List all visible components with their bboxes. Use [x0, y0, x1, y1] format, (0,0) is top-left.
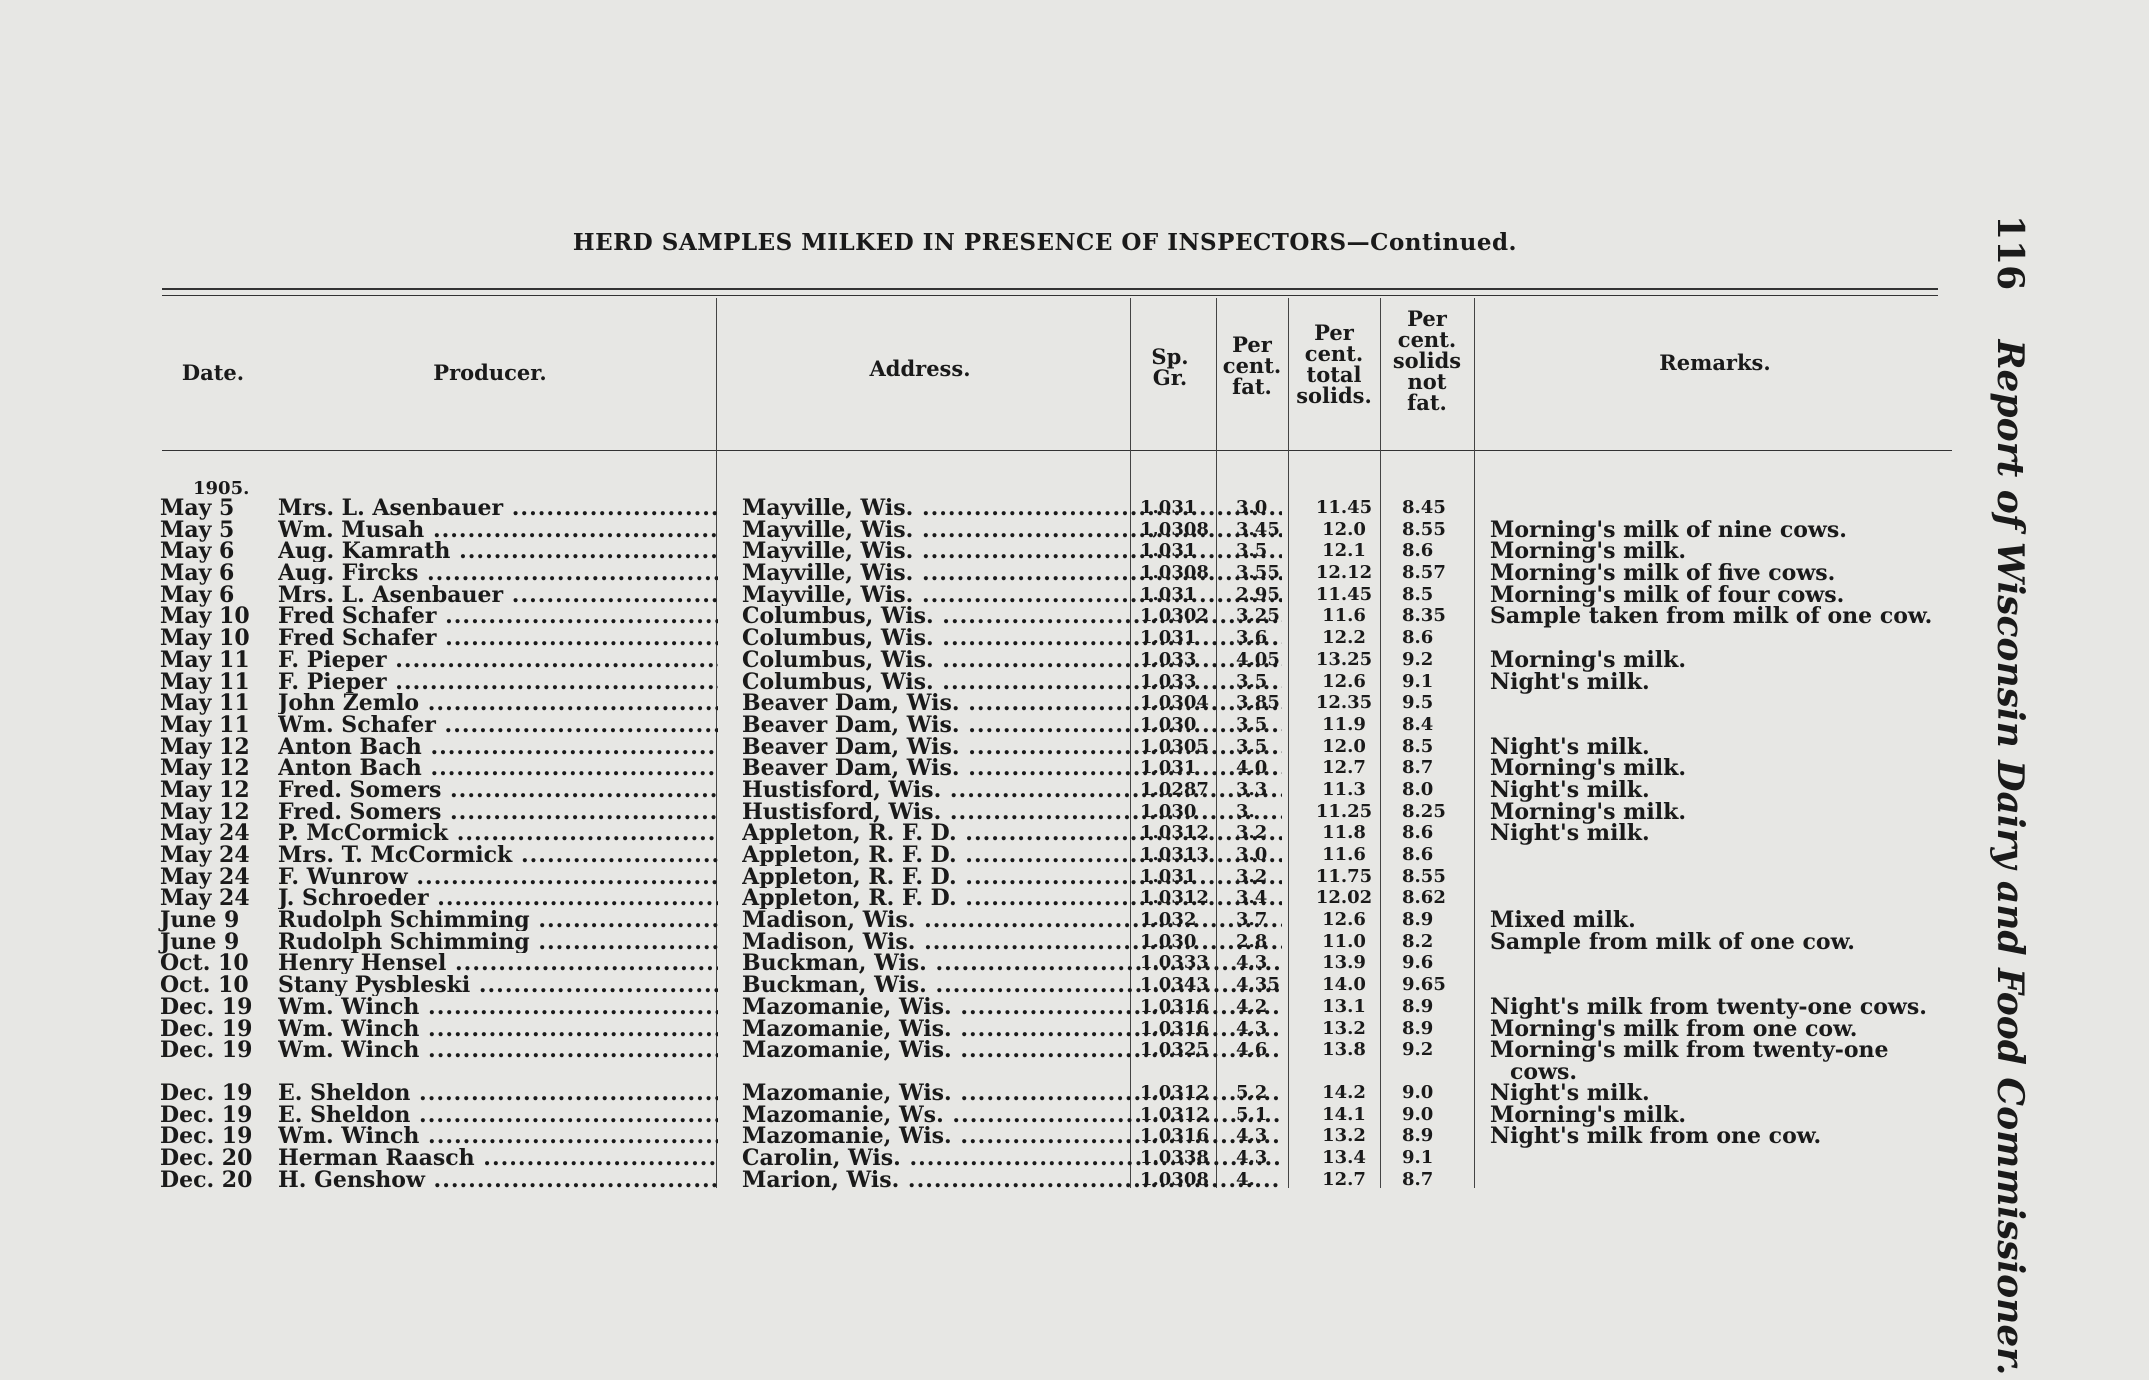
row-total-solids: 11.6	[1322, 844, 1366, 865]
row-address: Beaver Dam, Wis. .....	[742, 757, 1282, 779]
row-fat: 3.85	[1236, 692, 1280, 714]
row-solids-not-fat: 8.9	[1402, 1017, 1434, 1039]
row-remarks	[1490, 646, 1960, 673]
row-producer: H. Genshow .....	[278, 1169, 718, 1191]
row-sp-gr: 1.0316	[1140, 1125, 1209, 1147]
row-address: Columbus, Wis. .....	[742, 605, 1282, 627]
row-remarks-text: Morning's milk from twenty-one	[1490, 1037, 1889, 1064]
row-date: May 6	[160, 538, 235, 565]
row-fat: 3.0	[1236, 497, 1268, 518]
top-rule-thin	[162, 295, 1938, 296]
row-producer: Wm. Winch .....	[278, 996, 718, 1018]
page-number: 116	[1989, 215, 2031, 291]
row-remarks-text: Morning's milk.	[1490, 538, 1687, 565]
row-remarks-text: Night's milk.	[1490, 733, 1650, 760]
row-total-solids: 13.9	[1322, 952, 1366, 974]
row-producer: Wm. Winch .....	[278, 1018, 718, 1040]
row-fat: 2.95	[1236, 583, 1280, 605]
row-producer: F. Pieper .....	[278, 671, 718, 693]
row-total-solids: 11.6	[1322, 605, 1366, 627]
header-total-solids: Per cent. total solids.	[1296, 320, 1372, 408]
row-solids-not-fat: 8.55	[1402, 518, 1446, 540]
row-remarks-text: Morning's milk of nine cows.	[1490, 516, 1847, 543]
row-remarks	[1490, 776, 1960, 803]
row-total-solids: 12.2	[1322, 627, 1366, 649]
row-fat: 3.0	[1236, 844, 1268, 865]
row-producer: Anton Bach .....	[278, 736, 718, 758]
row-producer: Mrs. L. Asenbauer .....	[278, 497, 718, 519]
row-address: Mazomanie, Ws. .....	[742, 1104, 1282, 1126]
row-date: May 24	[160, 842, 250, 868]
row-date: May 11	[160, 646, 250, 673]
row-producer: Stany Pysbleski .....	[278, 974, 718, 996]
row-remarks-text: Morning's milk of four cows.	[1490, 581, 1845, 608]
row-address: Mayville, Wis. .....	[742, 540, 1282, 562]
row-address: Mayville, Wis. .....	[742, 562, 1282, 584]
row-sp-gr: 1.030	[1140, 713, 1197, 735]
row-total-solids: 12.6	[1322, 909, 1366, 931]
header-producer: Producer.	[433, 360, 547, 385]
row-solids-not-fat: 8.62	[1402, 887, 1446, 909]
row-date: May 24	[160, 863, 250, 890]
row-total-solids: 12.7	[1322, 1168, 1366, 1190]
row-remarks	[1490, 538, 1960, 565]
row-sp-gr: 1.0313	[1140, 844, 1209, 865]
row-total-solids: 11.25	[1315, 800, 1373, 822]
row-total-solids: 11.3	[1322, 778, 1366, 800]
row-total-solids: 11.0	[1322, 930, 1366, 952]
row-address: Madison, Wis. .....	[742, 909, 1282, 931]
row-remarks-text: Night's milk.	[1490, 776, 1650, 803]
row-sp-gr: 1.0305	[1140, 735, 1209, 757]
row-solids-not-fat: 8.9	[1402, 909, 1434, 931]
header-rule	[162, 450, 1952, 451]
row-remarks-text: Morning's milk from one cow.	[1490, 1015, 1858, 1042]
row-producer: F. Wunrow .....	[278, 866, 718, 888]
row-address: Appleton, R. F. D. .....	[742, 844, 1282, 866]
row-sp-gr: 1.0312	[1140, 887, 1209, 909]
row-date: May 5	[160, 516, 235, 543]
row-fat: 3.2	[1236, 822, 1268, 844]
row-remarks	[1490, 1037, 1960, 1086]
row-solids-not-fat: 8.5	[1402, 583, 1434, 605]
row-remarks-text: Sample taken from milk of one cow.	[1490, 603, 1933, 630]
row-sp-gr: 1.0333	[1140, 952, 1209, 974]
row-total-solids: 13.8	[1322, 1039, 1366, 1061]
row-date: Dec. 19	[160, 1037, 253, 1064]
row-producer: Rudolph Schimming .....	[278, 909, 718, 931]
row-total-solids: 12.12	[1315, 562, 1373, 584]
row-fat: 4.	[1236, 1168, 1255, 1190]
row-date: Dec. 19	[160, 1015, 253, 1042]
row-producer: Wm. Winch .....	[278, 1039, 718, 1061]
row-date: Oct. 10	[160, 972, 249, 999]
header-fat: Per cent. fat.	[1222, 332, 1282, 399]
row-sp-gr: 1.0287	[1140, 778, 1209, 800]
running-title: Report of Wisconsin Dairy and Food Commissioner.	[1989, 339, 2031, 1376]
row-solids-not-fat: 9.65	[1402, 974, 1446, 996]
row-total-solids: 12.0	[1322, 518, 1366, 540]
row-fat: 5.2	[1236, 1081, 1268, 1103]
row-address: Mazomanie, Wis. .....	[742, 1125, 1282, 1147]
header-remarks: Remarks.	[1659, 350, 1771, 375]
row-address: Beaver Dam, Wis. .....	[742, 692, 1282, 714]
row-remarks	[1490, 668, 1960, 695]
row-date: May 11	[160, 668, 250, 695]
row-remarks-continuation: cows.	[1510, 1059, 1578, 1086]
row-sp-gr: 1.031	[1140, 865, 1197, 887]
row-solids-not-fat: 8.45	[1402, 497, 1446, 518]
row-fat: 3.4	[1236, 887, 1268, 909]
row-sp-gr: 1.031	[1140, 540, 1197, 562]
row-fat: 4.3	[1236, 952, 1268, 974]
row-remarks	[1490, 993, 1960, 1020]
row-fat: 4.3	[1236, 1146, 1268, 1168]
row-producer: Henry Hensel .....	[278, 952, 718, 974]
row-producer: Aug. Fircks .....	[278, 562, 718, 584]
row-sp-gr: 1.031	[1140, 583, 1197, 605]
row-address: Mayville, Wis. .....	[742, 584, 1282, 606]
row-remarks-text: Night's milk.	[1490, 820, 1650, 847]
row-fat: 5.1	[1236, 1103, 1268, 1125]
row-date: May 11	[160, 711, 250, 738]
row-date: Dec. 19	[160, 1123, 253, 1150]
row-date: May 5	[160, 495, 235, 521]
row-solids-not-fat: 9.2	[1402, 1039, 1434, 1061]
row-address: Buckman, Wis. .....	[742, 952, 1282, 974]
row-total-solids: 14.2	[1322, 1081, 1366, 1103]
row-solids-not-fat: 9.1	[1402, 670, 1434, 692]
row-fat: 3.5	[1236, 670, 1268, 692]
row-address: Appleton, R. F. D. .....	[742, 866, 1282, 888]
row-sp-gr: 1.0338	[1140, 1146, 1209, 1168]
header-solids-not-fat: Per cent. solids not fat.	[1392, 306, 1462, 415]
row-producer: Rudolph Schimming .....	[278, 931, 718, 953]
row-address: Buckman, Wis. .....	[742, 974, 1282, 996]
row-solids-not-fat: 8.9	[1402, 1125, 1434, 1147]
row-remarks	[1490, 798, 1960, 825]
row-producer: E. Sheldon .....	[278, 1104, 718, 1126]
row-producer: J. Schroeder .....	[278, 887, 718, 909]
row-remarks	[1490, 560, 1960, 587]
row-producer: Herman Raasch .....	[278, 1147, 718, 1169]
row-remarks	[1490, 928, 1960, 955]
row-fat: 3.6	[1236, 627, 1268, 649]
top-rule	[162, 288, 1938, 290]
row-total-solids: 12.1	[1322, 540, 1366, 562]
row-producer: F. Pieper .....	[278, 649, 718, 671]
row-solids-not-fat: 8.57	[1402, 562, 1446, 584]
row-fat: 3.45	[1236, 518, 1280, 540]
row-date: May 24	[160, 885, 250, 912]
row-fat: 4.3	[1236, 1125, 1268, 1147]
row-total-solids: 13.1	[1322, 995, 1366, 1017]
row-solids-not-fat: 8.55	[1402, 865, 1446, 887]
page-title: HERD SAMPLES MILKED IN PRESENCE OF INSPECTORS—Continued.	[572, 229, 1518, 256]
row-address: Columbus, Wis. .....	[742, 649, 1282, 671]
row-solids-not-fat: 9.2	[1402, 648, 1434, 670]
row-remarks	[1490, 516, 1960, 543]
row-producer: Mrs. T. McCormick .....	[278, 844, 718, 866]
row-remarks	[1490, 1079, 1960, 1106]
row-total-solids: 13.25	[1315, 648, 1373, 670]
row-solids-not-fat: 9.0	[1402, 1103, 1434, 1125]
row-sp-gr: 1.0308	[1140, 562, 1209, 584]
row-sp-gr: 1.032	[1140, 909, 1197, 931]
row-address: Carolin, Wis. .....	[742, 1147, 1282, 1169]
row-producer: Fred Schafer .....	[278, 627, 718, 649]
row-remarks-text: Night's milk from twenty-one cows.	[1490, 993, 1927, 1020]
row-address: Beaver Dam, Wis. .....	[742, 714, 1282, 736]
row-producer: Fred Schafer .....	[278, 605, 718, 627]
row-remarks	[1490, 581, 1960, 608]
row-solids-not-fat: 8.6	[1402, 844, 1434, 865]
row-solids-not-fat: 8.25	[1402, 800, 1446, 822]
row-remarks	[1490, 603, 1960, 630]
row-fat: 3.2	[1236, 865, 1268, 887]
row-total-solids: 13.2	[1322, 1125, 1366, 1147]
row-fat: 3.55	[1236, 562, 1280, 584]
row-sp-gr: 1.0343	[1140, 974, 1209, 996]
row-remarks	[1490, 820, 1960, 847]
row-remarks	[1490, 907, 1960, 934]
row-solids-not-fat: 8.35	[1402, 605, 1446, 627]
row-total-solids: 11.45	[1315, 583, 1373, 605]
row-date: Dec. 20	[160, 1166, 253, 1193]
row-remarks-text: Sample from milk of one cow.	[1490, 928, 1855, 955]
row-address: Mazomanie, Wis. .....	[742, 996, 1282, 1018]
row-solids-not-fat: 8.7	[1402, 1168, 1434, 1190]
row-remarks-text: Night's milk from one cow.	[1490, 1123, 1822, 1150]
row-solids-not-fat: 8.4	[1402, 713, 1434, 735]
row-fat: 4.2	[1236, 995, 1268, 1017]
row-solids-not-fat: 9.5	[1402, 692, 1434, 714]
row-fat: 4.35	[1236, 974, 1280, 996]
row-producer: Anton Bach .....	[278, 757, 718, 779]
row-address: Hustisford, Wis. .....	[742, 779, 1282, 801]
row-producer: Aug. Kamrath .....	[278, 540, 718, 562]
row-solids-not-fat: 8.0	[1402, 778, 1434, 800]
row-sp-gr: 1.0312	[1140, 1081, 1209, 1103]
running-header	[1989, 215, 2031, 1375]
row-remarks-text: Morning's milk.	[1490, 755, 1687, 782]
row-sp-gr: 1.0304	[1140, 692, 1209, 714]
row-sp-gr: 1.033	[1140, 648, 1197, 670]
row-date: Dec. 19	[160, 993, 253, 1020]
row-total-solids: 12.0	[1322, 735, 1366, 757]
row-remarks-text: Night's milk.	[1490, 668, 1650, 695]
row-solids-not-fat: 8.6	[1402, 822, 1434, 844]
row-fat: 3.5	[1236, 713, 1268, 735]
row-solids-not-fat: 8.5	[1402, 735, 1434, 757]
row-fat: 3.25	[1236, 605, 1280, 627]
row-sp-gr: 1.030	[1140, 800, 1197, 822]
row-date: June 9	[160, 928, 240, 955]
row-address: Marion, Wis. .....	[742, 1169, 1282, 1191]
row-date: May 10	[160, 603, 250, 630]
row-total-solids: 14.1	[1322, 1103, 1366, 1125]
row-total-solids: 11.45	[1315, 497, 1373, 518]
row-date: May 12	[160, 755, 250, 782]
row-total-solids: 13.4	[1322, 1146, 1366, 1168]
row-date: May 6	[160, 560, 235, 587]
row-date: May 12	[160, 733, 250, 760]
row-fat: 3.5	[1236, 540, 1268, 562]
row-date: Dec. 19	[160, 1101, 253, 1128]
row-solids-not-fat: 8.6	[1402, 540, 1434, 562]
row-address: Beaver Dam, Wis. .....	[742, 736, 1282, 758]
row-fat: 2.8	[1236, 930, 1268, 952]
row-total-solids: 11.8	[1322, 822, 1366, 844]
header-date: Date.	[181, 360, 245, 385]
row-solids-not-fat: 9.1	[1402, 1146, 1434, 1168]
row-date: May 11	[160, 690, 250, 717]
row-solids-not-fat: 8.9	[1402, 995, 1434, 1017]
row-remarks-text: Morning's milk.	[1490, 798, 1687, 825]
row-total-solids: 11.9	[1322, 713, 1366, 735]
row-address: Mazomanie, Wis. .....	[742, 1018, 1282, 1040]
row-address: Columbus, Wis. .....	[742, 671, 1282, 693]
row-total-solids: 12.6	[1322, 670, 1366, 692]
row-sp-gr: 1.031	[1140, 497, 1197, 518]
row-producer: E. Sheldon .....	[278, 1082, 718, 1104]
row-fat: 3.	[1236, 800, 1255, 822]
year-label: 1905.	[193, 478, 250, 499]
col-sep-remarks	[1474, 298, 1475, 1188]
row-date: May 10	[160, 625, 250, 652]
row-sp-gr: 1,0308	[1140, 518, 1209, 540]
row-remarks-text: Morning's milk.	[1490, 1101, 1687, 1128]
row-solids-not-fat: 8.7	[1402, 757, 1434, 779]
row-total-solids: 13.2	[1322, 1017, 1366, 1039]
row-sp-gr: 1.0325	[1140, 1039, 1209, 1061]
row-solids-not-fat: 9.6	[1402, 952, 1434, 974]
row-fat: 3.5	[1236, 735, 1268, 757]
row-solids-not-fat: 8.2	[1402, 930, 1434, 952]
row-producer: Wm. Winch .....	[278, 1125, 718, 1147]
row-date: May 12	[160, 776, 250, 803]
row-total-solids: 12.02	[1315, 887, 1373, 909]
row-address: Madison, Wis. .....	[742, 931, 1282, 953]
row-solids-not-fat: 8.6	[1402, 627, 1434, 649]
row-remarks-text: Morning's milk of five cows.	[1490, 560, 1836, 587]
row-address: Hustisford, Wis. .....	[742, 801, 1282, 823]
row-address: Appleton, R. F. D. .....	[742, 887, 1282, 909]
row-date: May 24	[160, 820, 250, 847]
row-remarks	[1490, 1015, 1960, 1042]
header-sp-gr: Sp. Gr.	[1151, 344, 1189, 390]
row-remarks	[1490, 733, 1960, 760]
row-sp-gr: 1.0312	[1140, 822, 1209, 844]
row-sp-gr: 1.031	[1140, 627, 1197, 649]
row-remarks-text: Mixed milk.	[1490, 907, 1636, 934]
row-fat: 3.3	[1236, 778, 1268, 800]
row-fat: 4.6	[1236, 1039, 1268, 1061]
row-solids-not-fat: 9.0	[1402, 1081, 1434, 1103]
row-address: Mazomanie, Wis. .....	[742, 1039, 1282, 1061]
row-producer: Fred. Somers .....	[278, 801, 718, 823]
row-sp-gr: 1.031	[1140, 757, 1197, 779]
row-address: Appleton, R. F. D. .....	[742, 822, 1282, 844]
header-address: Address.	[869, 356, 971, 381]
row-address: Columbus, Wis. .....	[742, 627, 1282, 649]
row-producer: John Zemlo .....	[278, 692, 718, 714]
row-date: Dec. 20	[160, 1144, 253, 1171]
row-sp-gr: 1.030	[1140, 930, 1197, 952]
row-producer: Mrs. L. Asenbauer .....	[278, 584, 718, 606]
row-total-solids: 14.0	[1322, 974, 1366, 996]
row-sp-gr: 1.033	[1140, 670, 1197, 692]
row-remarks	[1490, 1123, 1960, 1150]
row-sp-gr: 1.0316	[1140, 1017, 1209, 1039]
row-remarks-text: Morning's milk.	[1490, 646, 1687, 673]
row-fat: 4.05	[1236, 648, 1280, 670]
row-producer: Wm. Musah .....	[278, 519, 718, 541]
row-address: Mayville, Wis. .....	[742, 497, 1282, 519]
row-remarks-text: Night's milk.	[1490, 1079, 1650, 1106]
row-address: Mazomanie, Wis. .....	[742, 1082, 1282, 1104]
row-sp-gr: 1.0316	[1140, 995, 1209, 1017]
row-fat: 4.0	[1236, 757, 1268, 779]
row-sp-gr: 1.0312	[1140, 1103, 1209, 1125]
row-producer: Wm. Schafer .....	[278, 714, 718, 736]
row-sp-gr: 1.0302	[1140, 605, 1209, 627]
row-date: May 6	[160, 581, 235, 608]
row-producer: P. McCormick .....	[278, 822, 718, 844]
row-producer: Fred. Somers .....	[278, 779, 718, 801]
row-total-solids: 11.75	[1315, 865, 1373, 887]
row-date: May 12	[160, 798, 250, 825]
row-date: Dec. 19	[160, 1079, 253, 1106]
row-fat: 4.3	[1236, 1017, 1268, 1039]
row-total-solids: 12.7	[1322, 757, 1366, 779]
row-remarks	[1490, 755, 1960, 782]
row-date: Oct. 10	[160, 950, 249, 977]
row-fat: 3.7	[1236, 909, 1268, 931]
row-total-solids: 12.35	[1315, 692, 1373, 714]
row-address: Mayville, Wis. .....	[742, 519, 1282, 541]
row-sp-gr: 1.0308	[1140, 1168, 1209, 1190]
row-date: June 9	[160, 907, 240, 934]
row-remarks	[1490, 1101, 1960, 1128]
